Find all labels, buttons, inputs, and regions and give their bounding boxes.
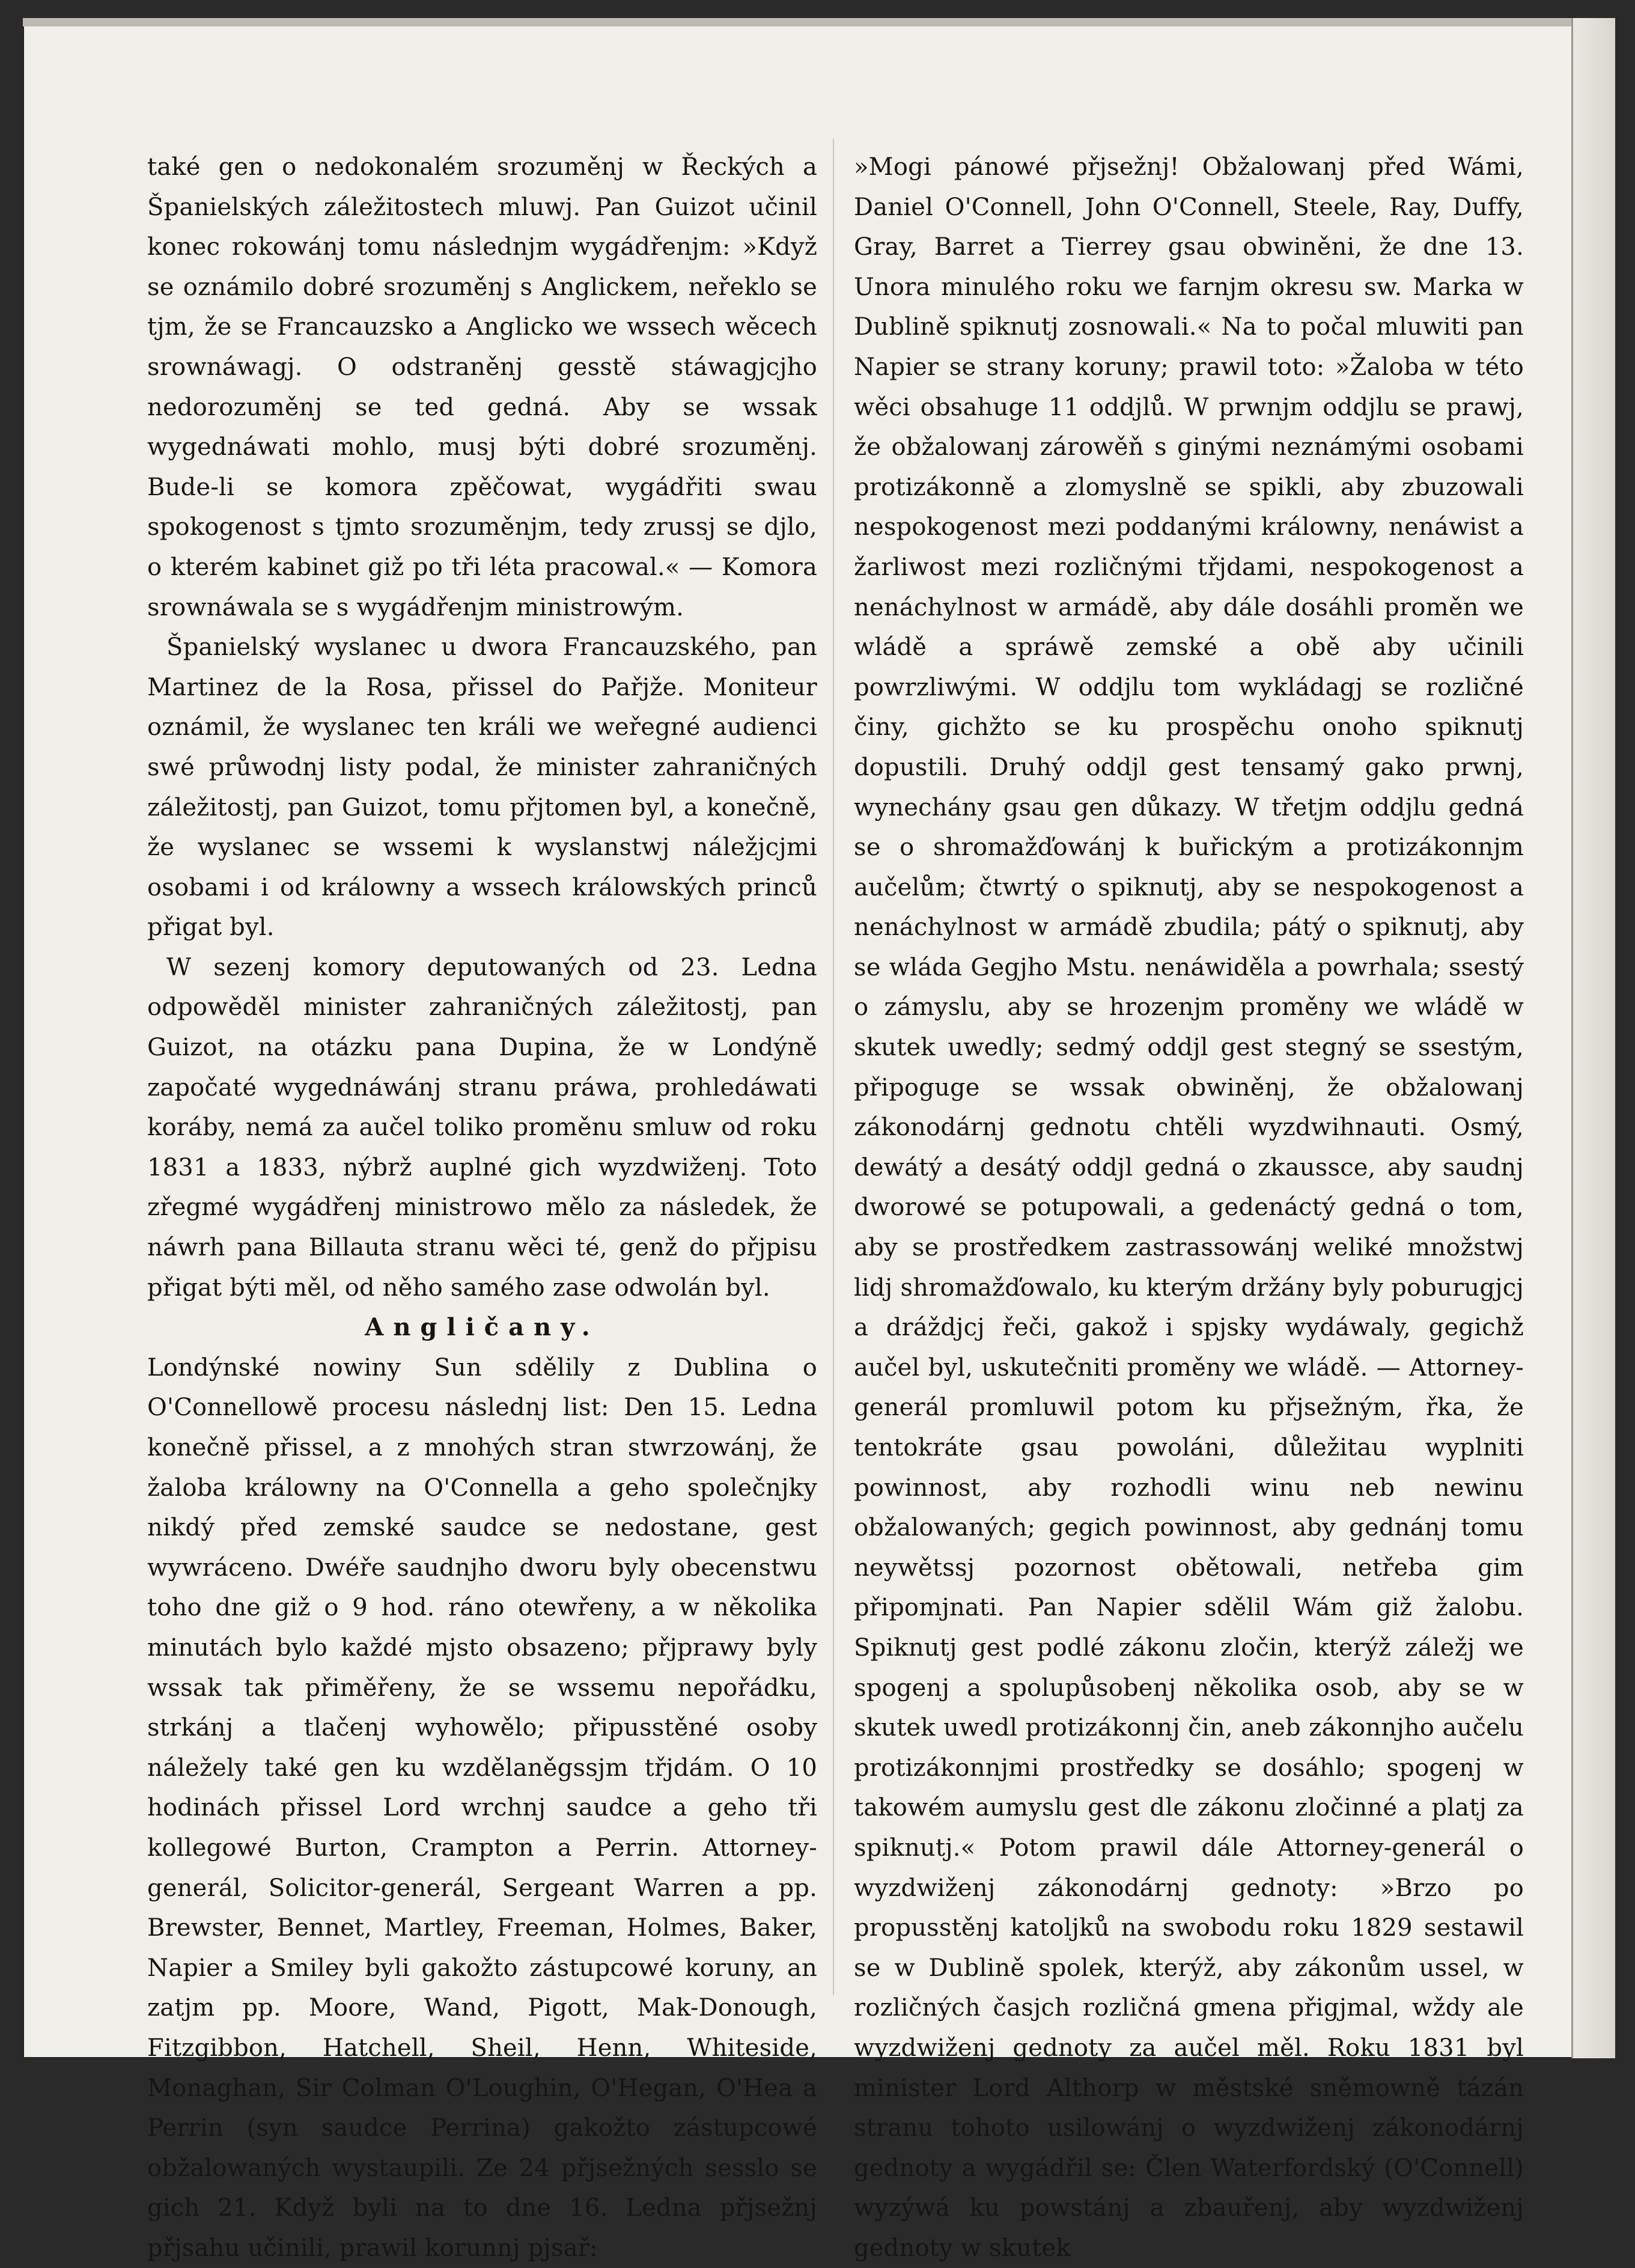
right-column — [854, 147, 1524, 2268]
paragraph-guizot-agreement: také gen o nedokonalém srozuměnj w Řeckých a Španielských záležitostech mluwj. Pan Guizot učinil konec rokowánj tomu následnjm wygádřenjm: »Když se oznámilo dobré srozuměnj s Anglickem, neřeklo se tjm, že se Francauzsko a Anglicko we wssech wěcech srownáwagj. O odstraněnj gesstě stáwagjcjho nedorozuměnj se ted gedná. Aby se wssak wygednáwati mohlo, musj býti dobré srozuměnj. Bude-li se komora zpěčowat, wygádřiti swau spokogenost s tjmto srozuměnjm, tedy zrussj se djlo, o kterém kabinet giž po tři léta pracowal.« — Komora srownáwala se s wygádřenjm ministrowým. — [147, 153, 817, 621]
section-heading-anglicany: Angličany. — [365, 1313, 600, 1342]
paragraph-chamber-session: W sezenj komory deputowaných od 23. Ledna odpowěděl minister zahraničných záležitostj, pan Guizot, na otázku pana Dupina, že w Londýně započaté wygednáwánj stranu práwa, prohledáwati koráby, nemá za aučel toliko proměnu smluw od roku 1831 a 1833, nýbrž auplné gich wyzdwiženj. Toto zřegmé wygádřenj ministrowo mělo za následek, že náwrh pana Billauta stranu wěci té, genž do přjpisu přigat býti měl, od něho samého zase odwolán byl. — [147, 953, 817, 1302]
page-right-edge — [1571, 18, 1615, 2058]
column-divider — [833, 138, 834, 1995]
paragraph-indictment: »Mogi pánowé přjsežnj! Obžalowanj před Wámi, Daniel O'Connell, John O'Connell, Steele, Ray, Duffy, Gray, Barret a Tierrey gsau obwiněni, že dne 13. Unora minulého roku we farnjm okresu sw. Marka w Dublině spiknutj zosnowali.« Na to počal mluwiti pan Napier se strany koruny; prawil toto: »Žaloba w této wěci obsahuge 11 oddjlů. W prwnjm oddjlu se prawj, že obžalowanj zárowěň s ginými neznámými osobami protizákonně a zlomyslně se spikli, aby zbuzowali nespokogenost mezi poddanými králowny, nenáwist a žarliwost mezi rozličnými třjdami, nespokogenost a nenáchylnost w armádě, aby dále dosáhli proměn we wládě a spráwě zemské a obě aby učinili powrzliwými. W oddjlu tom wykládagj se rozličné činy, gichžto se ku prospěchu onoho spiknutj dopustili. Druhý oddjl gest tensamý gako prwnj, wynechány gsau gen důkazy. W třetjm oddjlu gedná se o shromažďowánj k buřickým a protizákonnjm aučelům; čtwrtý o spiknutj, aby se nespokogenost a nenáchylnost w armádě zbudila; pátý o spiknutj, aby se wláda Gegjho Mstu. nenáwiděla a powrhala; ssestý o zámyslu, aby se hrozenjm proměny we wládě w skutek uwedly; sedmý oddjl gest stegný se ssestým, připoguge se wssak obwiněnj, že obžalowanj zákonodárnj gednotu chtěli wyzdwihnauti. Osmý, dewátý a desátý oddjl gedná o zkaussce, aby saudnj dworowé se potupowali, a gedenáctý gedná o tom, aby se prostředkem zastrassowánj weliké množstwj lidj shromažďowalo, ku kterým držány byly poburugjcj a dráždjcj řeči, gakož i spjsky wydáwaly, gegichž aučel byl, uskutečniti proměny we wládě. — Attorney-generál promluwil potom ku přjsežným, řka, že tentokráte gsau powoláni, důležitau wyplniti powinnost, aby rozhodli winu neb newinu obžalowaných; gegich powinnost, aby gednánj tomu neywětssj pozornost obětowali, netřeba gim připomjnati. Pan Napier sdělil Wám giž žalobu. Spiknutj gest podlé zákonu zločin, kterýž záležj we spogenj a spolupůsobenj několika osob, aby se w skutek uwedl protizákonnj čin, aneb zákonnjho aučelu protizákonnjmi prostředky se dosáhlo; spogenj w takowém aumyslu gest dle zákonu zločinné a platj za spiknutj.« Potom prawil dále Attorney-generál o wyzdwiženj zákonodárnj gednoty: »Brzo po propusstěnj katoljků na swobodu roku 1829 sestawil se w Dublině spolek, kterýž, aby zákonům ussel, w rozličných časjch rozličná gmena přigjmal, wždy ale wyzdwiženj gednoty za aučel měl. Roku 1831 byl minister Lord Althorp w městské sněmowně tázán stranu tohoto usilowánj o wyzdwiženj zákonodárnj gednoty a wygádřil se: Člen Waterfordský (O'Connell) wyzýwá ku powstánj a zbauřenj, aby wyzdwiženj gednoty w skutek — [854, 153, 1524, 2262]
scan-top-edge — [23, 18, 1615, 26]
paragraph-oconnell-trial: Londýnské nowiny Sun sdělily z Dublina o O'Connellowě procesu následnj list: Den 15. Ledna konečně přissel, a z mnohých stran stwrzowánj, že žaloba králowny na O'Connella a geho společnjky nikdý před zemské saudce se nedostane, gest wywráceno. Dwéře saudnjho dworu byly obecenstwu toho dne giž o 9 hod. ráno otewřeny, a w několika minutách bylo každé mjsto obsazeno; přjprawy byly wssak tak přiměřeny, že se wssemu nepořádku, strkánj a tlačenj wyhowělo; připusstěné osoby náležely také gen ku wzdělaněgssjm třjdám. O 10 hodinách přissel Lord wrchnj saudce a geho tři kollegowé Burton, Crampton a Perrin. Attorney-generál, Solicitor-generál, Sergeant Warren a pp. Brewster, Bennet, Martley, Freeman, Holmes, Baker, Napier a Smiley byli gakožto zástupcowé koruny, an zatjm pp. Moore, Wand, Pigott, Mak-Donough, Fitzgibbon, Hatchell, Sheil, Henn, Whiteside, Monaghan, Sir Colman O'Loughin, O'Hegan, O'Hea a Perrin (syn saudce Perrina) gakožto zástupcowé obžalowaných wystaupili. Ze 24 přjsežných sesslo se gich 21. Když byli na to dne 16. Ledna přjsežnj přjsahu učinili, prawil korunnj pjsař: — [147, 1353, 817, 2262]
paragraph-spanish-envoy: Španielský wyslanec u dwora Francauzského, pan Martinez de la Rosa, přissel do Pařjže. Moniteur oznámil, že wyslanec ten králi we weřegné audienci swé průwodnj listy podal, že minister zahraničných záležitostj, pan Guizot, tomu přjtomen byl, a konečně, že wyslanec se wssemi k wyslanstwj náležjcjmi osobami i od králowny a wssech králowských princů přigat byl. — [147, 633, 817, 942]
left-column — [147, 147, 817, 2268]
newspaper-page — [23, 18, 1615, 2262]
